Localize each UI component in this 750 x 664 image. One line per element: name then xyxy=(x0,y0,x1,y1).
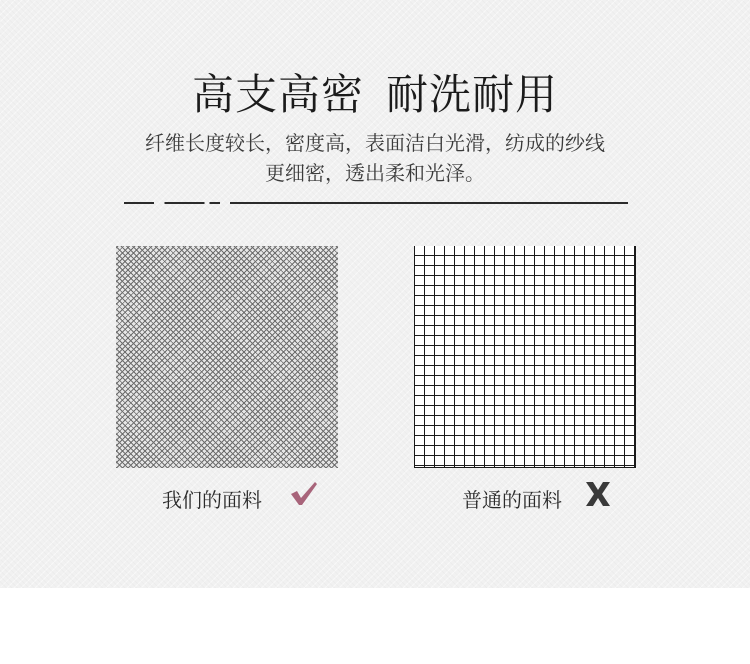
our-fabric-swatch xyxy=(116,246,338,468)
normal-fabric-label: 普通的面料 xyxy=(462,488,562,512)
page-title xyxy=(0,62,750,122)
our-fabric-label: 我们的面料 xyxy=(162,488,262,512)
description-line-2: 更细密，透出柔和光泽。 xyxy=(265,161,485,185)
cross-icon xyxy=(585,480,611,508)
description-line-1: 纤维长度较长，密度高，表面洁白光滑，纺成的纱线 xyxy=(145,131,605,155)
title-part-2: 耐洗耐用 xyxy=(386,70,559,119)
check-icon xyxy=(289,480,319,506)
normal-fabric-swatch xyxy=(414,246,636,468)
divider-line xyxy=(124,202,628,204)
title-part-1: 高支高密 xyxy=(191,70,364,119)
